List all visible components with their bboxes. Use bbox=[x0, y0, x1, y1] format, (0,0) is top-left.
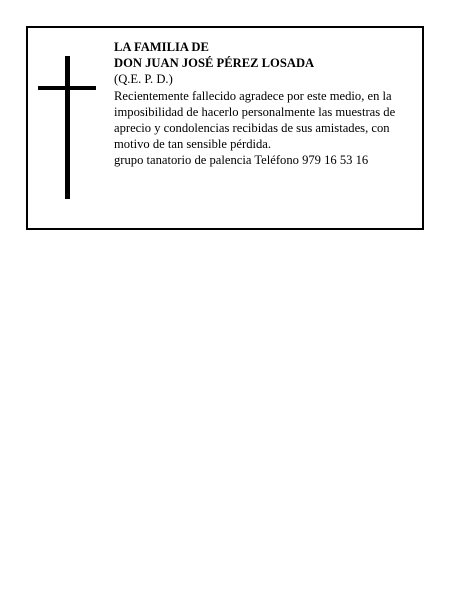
notice-body: Recientemente fallecido agradece por este medio, en la imposibilidad de hacerlo personalmente las muestras de aprecio y condolencias recibidas de sus amistades, con motivo de tan sensible pérdida. bbox=[114, 88, 396, 152]
cross-vertical-bar bbox=[65, 56, 70, 199]
obituary-notice bbox=[26, 26, 424, 230]
notice-text bbox=[114, 39, 422, 169]
contact-line: grupo tanatorio de palencia Teléfono 979 16 53 16 bbox=[114, 153, 369, 168]
heading-line-1: LA FAMILIA DE bbox=[114, 40, 209, 54]
heading-line-2: DON JUAN JOSÉ PÉREZ LOSADA bbox=[114, 56, 315, 71]
cross-icon bbox=[38, 56, 96, 199]
cross-horizontal-bar bbox=[38, 86, 96, 90]
rip-abbreviation: (Q.E. P. D.) bbox=[114, 72, 173, 87]
